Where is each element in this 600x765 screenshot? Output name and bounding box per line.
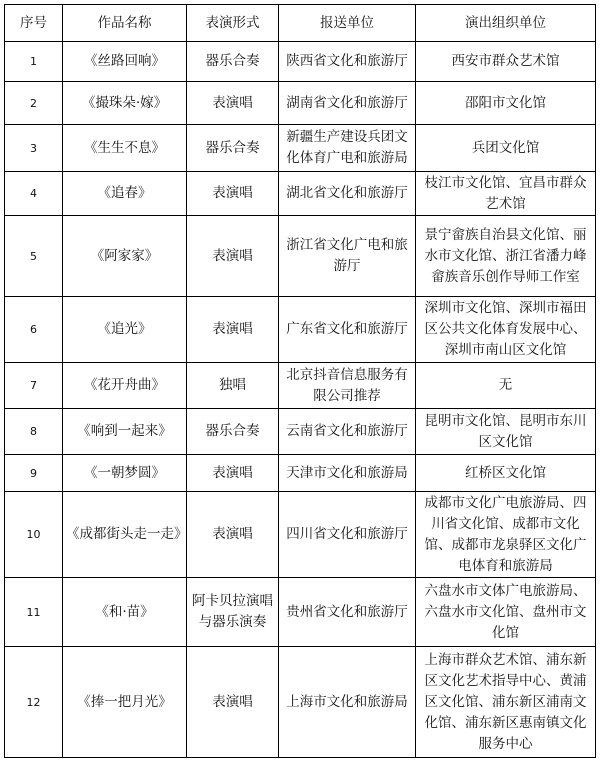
table-row (5, 82, 596, 125)
table-row (5, 216, 596, 297)
cell-no: 11 (5, 578, 63, 647)
cell-form: 器乐合奏 (187, 42, 279, 82)
performance-list-table (4, 4, 596, 758)
cell-title: 《生生不息》 (63, 125, 187, 172)
cell-org: 上海市文化和旅游局 (279, 647, 416, 758)
cell-no: 2 (5, 82, 63, 125)
table-row (5, 578, 596, 647)
cell-no: 1 (5, 42, 63, 82)
cell-org: 贵州省文化和旅游厅 (279, 578, 416, 647)
cell-title: 《阿家家》 (63, 216, 187, 297)
cell-title: 《成都街头走一走》 (63, 492, 187, 578)
cell-org: 浙江省文化广电和旅游厅 (279, 216, 416, 297)
header-unit: 演出组织单位 (416, 5, 596, 42)
cell-no: 4 (5, 172, 63, 216)
header-title: 作品名称 (63, 5, 187, 42)
cell-no: 6 (5, 297, 63, 363)
header-no: 序号 (5, 5, 63, 42)
cell-unit: 昆明市文化馆、昆明市东川区文化馆 (416, 409, 596, 455)
cell-org: 天津市文化和旅游局 (279, 455, 416, 492)
cell-org: 四川省文化和旅游厅 (279, 492, 416, 578)
cell-org: 新疆生产建设兵团文化体育广电和旅游局 (279, 125, 416, 172)
table-row (5, 363, 596, 409)
cell-unit: 上海市群众艺术馆、浦东新区文化艺术指导中心、黄浦区文化馆、浦东新区浦南文化馆、浦东新区惠南镇文化服务中心 (416, 647, 596, 758)
cell-unit: 六盘水市文体广电旅游局、六盘水市文化馆、盘州市文化馆 (416, 578, 596, 647)
cell-no: 3 (5, 125, 63, 172)
cell-no: 5 (5, 216, 63, 297)
cell-unit: 西安市群众艺术馆 (416, 42, 596, 82)
cell-org: 陕西省文化和旅游厅 (279, 42, 416, 82)
cell-org: 湖北省文化和旅游厅 (279, 172, 416, 216)
header-org: 报送单位 (279, 5, 416, 42)
table-row (5, 125, 596, 172)
cell-form: 表演唱 (187, 455, 279, 492)
cell-form: 表演唱 (187, 492, 279, 578)
cell-title: 《响到一起来》 (63, 409, 187, 455)
cell-title: 《一朝梦圆》 (63, 455, 187, 492)
table-header-row (5, 5, 596, 42)
cell-title: 《追春》 (63, 172, 187, 216)
cell-form: 表演唱 (187, 82, 279, 125)
cell-org: 云南省文化和旅游厅 (279, 409, 416, 455)
cell-no: 9 (5, 455, 63, 492)
cell-form: 阿卡贝拉演唱与器乐演奏 (187, 578, 279, 647)
cell-form: 器乐合奏 (187, 125, 279, 172)
cell-unit: 红桥区文化馆 (416, 455, 596, 492)
cell-title: 《捧一把月光》 (63, 647, 187, 758)
cell-title: 《花开舟曲》 (63, 363, 187, 409)
cell-title: 《追光》 (63, 297, 187, 363)
cell-unit: 成都市文化广电旅游局、四川省文化馆、成都市文化馆、成都市龙泉驿区文化广电体育和旅游局 (416, 492, 596, 578)
cell-unit: 兵团文化馆 (416, 125, 596, 172)
table-row (5, 455, 596, 492)
cell-unit: 邵阳市文化馆 (416, 82, 596, 125)
table-row (5, 172, 596, 216)
table-row (5, 297, 596, 363)
cell-unit: 深圳市文化馆、深圳市福田区公共文化体育发展中心、深圳市南山区文化馆 (416, 297, 596, 363)
cell-form: 表演唱 (187, 297, 279, 363)
cell-no: 7 (5, 363, 63, 409)
cell-form: 器乐合奏 (187, 409, 279, 455)
cell-title: 《和·苗》 (63, 578, 187, 647)
cell-org: 广东省文化和旅游厅 (279, 297, 416, 363)
cell-form: 独唱 (187, 363, 279, 409)
cell-form: 表演唱 (187, 647, 279, 758)
cell-title: 《撮珠朵·嫁》 (63, 82, 187, 125)
cell-unit: 枝江市文化馆、宜昌市群众艺术馆 (416, 172, 596, 216)
cell-form: 表演唱 (187, 172, 279, 216)
cell-no: 10 (5, 492, 63, 578)
cell-no: 8 (5, 409, 63, 455)
cell-no: 12 (5, 647, 63, 758)
cell-title: 《丝路回响》 (63, 42, 187, 82)
header-form: 表演形式 (187, 5, 279, 42)
table-row (5, 647, 596, 758)
table-row (5, 409, 596, 455)
document-page (4, 4, 596, 758)
cell-org: 湖南省文化和旅游厅 (279, 82, 416, 125)
cell-org: 北京抖音信息服务有限公司推荐 (279, 363, 416, 409)
cell-form: 表演唱 (187, 216, 279, 297)
table-row (5, 492, 596, 578)
cell-unit: 无 (416, 363, 596, 409)
table-row (5, 42, 596, 82)
cell-unit: 景宁畲族自治县文化馆、丽水市文化馆、浙江省潘力峰畲族音乐创作导师工作室 (416, 216, 596, 297)
